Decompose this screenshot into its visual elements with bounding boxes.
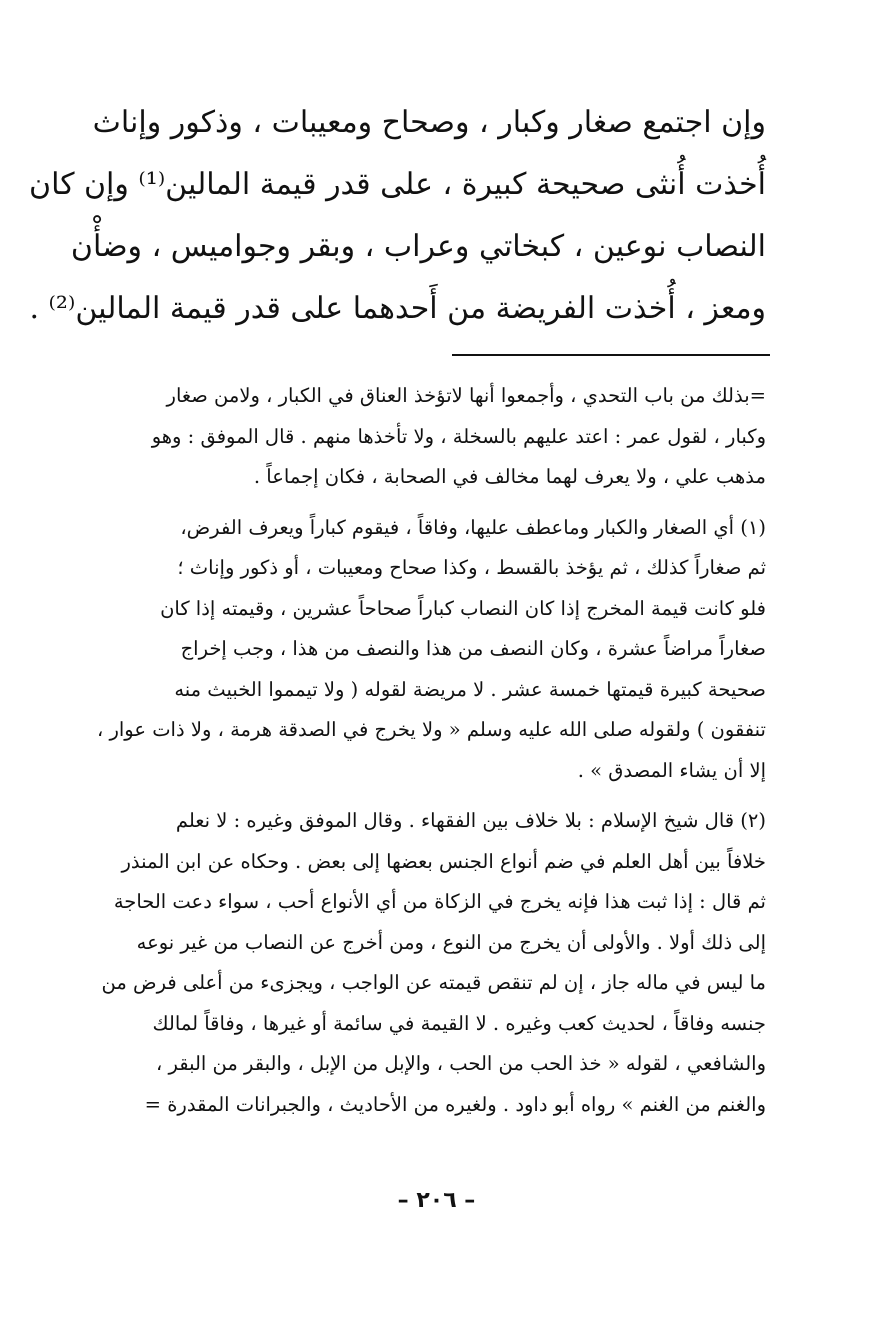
main-text <box>29 92 766 340</box>
footnote-line: صغاراً مراضاً عشرة ، وكان النصف من هذا والنصف من هذا ، وجب إخراج <box>180 637 766 660</box>
footnotes <box>44 376 766 1135</box>
footnote-line: (١) أي الصغار والكبار وماعطف عليها، وفاقاً ، فيقوم كباراً ويعرف الفرض، <box>180 515 766 539</box>
footnote-line: خلافاً بين أهل العلم في ضم أنواع الجنس بعضها إلى بعض . وحكاه عن ابن المنذر <box>121 849 766 873</box>
footnote-line: إلا أن يشاء المصدق » . <box>577 758 766 782</box>
footnote-line: جنسه وفاقاً ، لحديث كعب وغيره . لا القيمة في سائمة أو غيرها ، وفاقاً لمالك <box>152 1011 766 1035</box>
footnote-line: والغنم من الغنم » رواه أبو داود . ولغيره من الأحاديث ، والجبرانات المقدرة = <box>144 1092 766 1116</box>
main-text-line: وإن اجتمع صغار وكبار ، وصحاح ومعيبات ، وذكور وإناث <box>92 105 766 140</box>
main-text-line: النصاب نوعين ، كبخاتي وعراب ، وبقر وجواميس ، وضأْن <box>70 229 766 264</box>
page-number: – ٢٠٦ – <box>397 1188 476 1213</box>
footnote-continuation <box>44 376 766 498</box>
footnote-line: مذهب علي ، ولا يعرف لهما مخالف في الصحابة ، فكان إجماعاً . <box>253 465 766 488</box>
footnote-line: ثم قال : إذا ثبت هذا فإنه يخرج في الزكاة من أي الأنواع أحب ، سواء دعت الحاجة <box>113 890 766 913</box>
footnote-line: صحيحة كبيرة قيمتها خمسة عشر . لا مريضة لقوله ( ولا تيمموا الخبيث منه <box>174 677 766 701</box>
footnote-line: إلى ذلك أولا . والأولى أن يخرج من النوع ، ومن أخرج عن النصاب من غير نوعه <box>136 930 766 954</box>
footnote-1 <box>44 508 766 792</box>
main-text-line: ومعز ، أُخذت الفريضة من أَحدهما على قدر قيمة المالين⁽²⁾ . <box>29 291 766 326</box>
footnote-line: (٢) قال شيخ الإسلام : بلا خلاف بين الفقهاء . وقال الموفق وغيره : لا نعلم <box>175 809 766 832</box>
footnote-line: والشافعي ، لقوله « خذ الحب من الحب ، والإبل من الإبل ، والبقر من البقر ، <box>155 1052 766 1075</box>
footnote-line: =بذلك من باب التحدي ، وأجمعوا أنها لاتؤخذ العناق في الكبار ، ولامن صغار <box>166 384 766 407</box>
footnote-line: فلو كانت قيمة المخرج إذا كان النصاب كباراً صحاحاً عشرين ، وقيمته إذا كان <box>160 596 766 620</box>
footnote-2 <box>44 801 766 1125</box>
footnote-line: وكبار ، لقول عمر : اعتد عليهم بالسخلة ، ولا تأخذها منهم . قال الموفق : وهو <box>151 424 766 448</box>
footnote-line: ثم صغاراً كذلك ، ثم يؤخذ بالقسط ، وكذا صحاح ومعيبات ، أو ذكور وإناث ؛ <box>177 556 766 579</box>
footnote-line: ما ليس في ماله جاز ، إن لم تنقص قيمته عن الواجب ، ويجزىء من أعلى فرض من <box>101 971 766 994</box>
footnote-separator <box>452 354 770 356</box>
main-text-line: أُخذت أُنثى صحيحة كبيرة ، على قدر قيمة المالين⁽¹⁾ وإن كان <box>29 167 766 202</box>
footnote-line: تنفقون ) ولقوله صلى الله عليه وسلم « ولا يخرج في الصدقة هرمة ، ولا ذات عوار ، <box>96 718 766 741</box>
